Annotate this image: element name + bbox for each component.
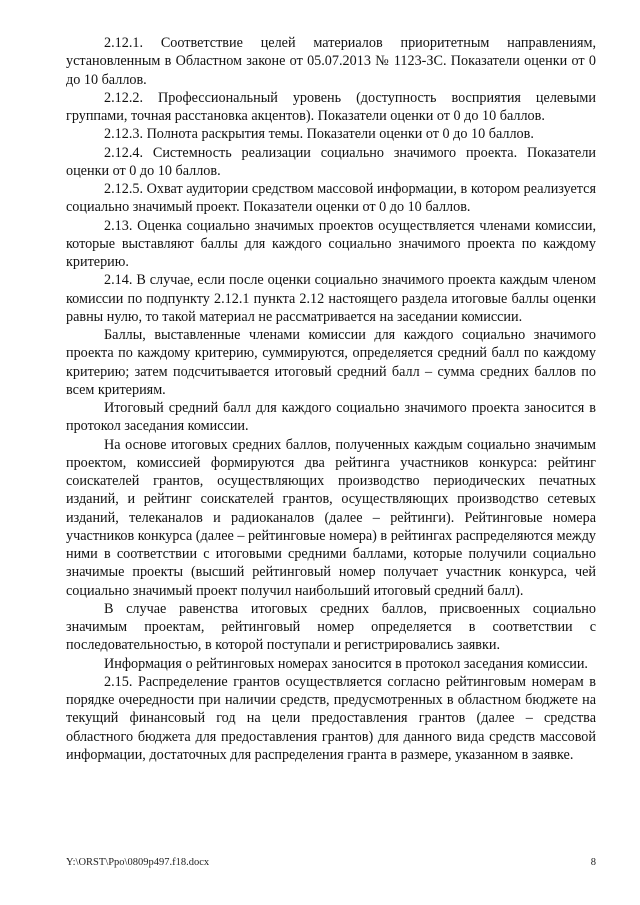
clause-2-13: 2.13. Оценка социально значимых проектов осуществляется членами комиссии, которые выставляют баллы для каждого социально значимого проекта по каждому критерию. xyxy=(66,217,596,270)
clause-2-12-1: 2.12.1. Соответствие целей материалов приоритетным направлениям, установленным в Областном законе от 05.07.2013 № 1123-ЗС. Показатели оценки от 0 до 10 баллов. xyxy=(66,35,596,88)
file-path: Y:\ORST\Ppo\0809p497.f18.docx xyxy=(66,857,210,868)
rating-info-paragraph: Информация о рейтинговых номерах заносится в протокол заседания комиссии. xyxy=(104,655,588,672)
clause-2-12-2: 2.12.2. Профессиональный уровень (доступность восприятия целевыми группами, точная расстановка акцентов). Показатели оценки от 0 до 10 баллов. xyxy=(66,89,596,124)
clause-2-12-5: 2.12.5. Охват аудитории средством массовой информации, в котором реализуется социально значимый проект. Показатели оценки от 0 до 10 баллов. xyxy=(66,181,596,216)
clause-2-15: 2.15. Распределение грантов осуществляется согласно рейтинговым номерам в порядке очередности при наличии средств, предусмотренных в областном бюджете на текущий финансовый год на цели предоставления грантов (далее – средства областного бюджета для предоставления грантов) для данного вида средств массовой информации, достаточных для распределения гранта в размере, указанном в заявке. xyxy=(66,673,596,763)
clause-2-12-4: 2.12.4. Системность реализации социально значимого проекта. Показатели оценки от 0 до 10 баллов. xyxy=(66,144,596,179)
protocol-paragraph: Итоговый средний балл для каждого социально значимого проекта заносится в протокол заседания комиссии. xyxy=(66,400,596,435)
rating-paragraph: На основе итоговых средних баллов, полученных каждым социально значимым проектом, комиссией формируются два рейтинга участников конкурса: рейтинг соискателей грантов, осуществляющих производство периодических печатных изданий, и рейтинг соискателей грантов, осуществляющих производство сетевых изданий, телеканалов и радиоканалов (далее – рейтинги). Рейтинговые номера участников конкурса (далее – рейтинговые номера) в рейтингах распределяются между ними в соответствии с итоговыми средними баллами, которые получили социально значимые проекты (высший рейтинговый номер получает участник конкурса, чей социально значимый проект получил наибольший итоговый средний балл). xyxy=(66,436,596,599)
clause-2-12-3: 2.12.3. Полнота раскрытия темы. Показатели оценки от 0 до 10 баллов. xyxy=(104,126,534,143)
page-number: 8 xyxy=(590,857,596,868)
document-body xyxy=(66,34,596,764)
scoring-paragraph: Баллы, выставленные членами комиссии для каждого социально значимого проекта по каждому критерию, суммируются, определяется средний балл по каждому критерию; затем подсчитывается итоговый средний балл – сумма средних баллов по всем критериям. xyxy=(66,327,596,398)
clause-2-14: 2.14. В случае, если после оценки социально значимого проекта каждым членом комиссии по подпункту 2.12.1 пункта 2.12 настоящего раздела итоговые баллы оценки равны нулю, то такой материал не рассматривается на заседании комиссии. xyxy=(66,272,596,325)
tie-paragraph: В случае равенства итоговых средних баллов, присвоенных социально значимым проектам, рейтинговый номер определяется в соответствии с последовательностью, в которой поступали и регистрировались заявки. xyxy=(66,600,596,654)
